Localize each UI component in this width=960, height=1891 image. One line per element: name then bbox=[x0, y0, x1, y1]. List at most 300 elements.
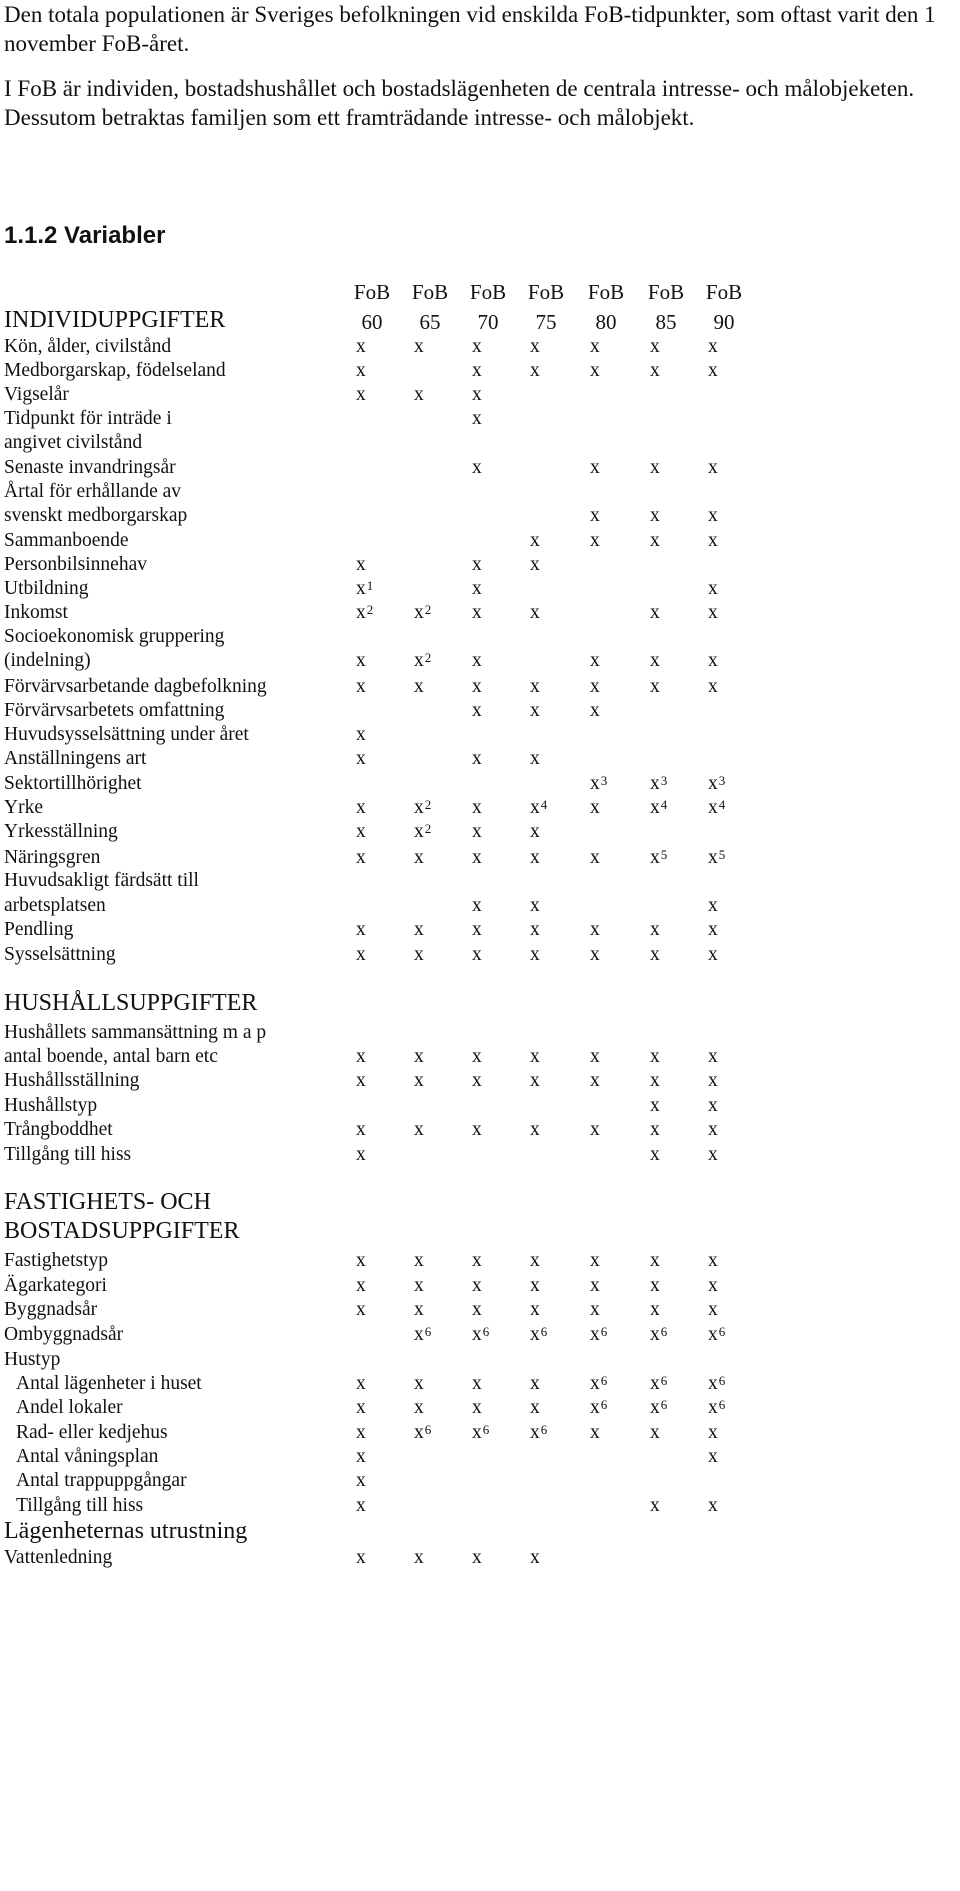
footnote-ref: 2 bbox=[424, 602, 432, 617]
table-cell bbox=[472, 646, 512, 675]
cell-mark: x bbox=[650, 530, 660, 551]
cell-mark: x bbox=[650, 944, 660, 965]
intro-paragraph-objects: I FoB är individen, bostadshushållet och bostadslägenheten de centrala intresse- och målobjeketen. Dessutom betraktas familjen som ett framträdande intresse- och målobjekt. bbox=[4, 76, 915, 130]
cell-mark: x bbox=[590, 336, 600, 357]
footnote-ref: 6 bbox=[424, 1422, 432, 1437]
column-header-5 bbox=[636, 277, 696, 337]
column-header-year: 85 bbox=[655, 310, 677, 334]
cell-mark: x bbox=[472, 700, 482, 721]
table-cell bbox=[356, 646, 396, 675]
row-label: Byggnadsår bbox=[4, 1299, 98, 1320]
footnote-ref: 4 bbox=[660, 797, 668, 812]
cell-mark: x bbox=[472, 1275, 482, 1296]
table-row bbox=[0, 646, 960, 675]
cell-mark: x bbox=[650, 602, 660, 623]
cell-mark: x bbox=[356, 336, 366, 357]
cell-mark: x bbox=[530, 1070, 540, 1091]
cell-mark: x bbox=[708, 1119, 718, 1140]
row-label: Årtal för erhållande av bbox=[4, 481, 182, 502]
cell-mark: x bbox=[414, 1299, 424, 1320]
column-header-year: 60 bbox=[361, 310, 383, 334]
cell-mark: x bbox=[472, 384, 482, 405]
row-label: Hushållstyp bbox=[4, 1095, 98, 1116]
cell-mark: x bbox=[472, 797, 482, 818]
cell-mark: x bbox=[530, 1299, 540, 1320]
row-label: Näringsgren bbox=[4, 847, 101, 868]
cell-mark: x bbox=[530, 748, 540, 769]
cell-mark: x bbox=[708, 676, 718, 697]
cell-mark: x bbox=[590, 1373, 600, 1394]
table-cell bbox=[356, 1491, 396, 1520]
row-label: Anställningens art bbox=[4, 748, 147, 769]
row-label: Socioekonomisk gruppering bbox=[4, 626, 225, 647]
table-cell bbox=[530, 940, 570, 969]
cell-mark: x bbox=[590, 700, 600, 721]
cell-mark: x bbox=[590, 1046, 600, 1067]
group-heading-individ: INDIVIDUPPGIFTER bbox=[4, 307, 226, 333]
row-label: Inkomst bbox=[4, 602, 68, 623]
cell-mark: x bbox=[530, 847, 540, 868]
row-label: Yrkesställning bbox=[4, 821, 118, 842]
cell-mark: x bbox=[650, 1299, 660, 1320]
cell-mark: x bbox=[530, 919, 540, 940]
cell-mark: x bbox=[356, 797, 366, 818]
row-label: Tillgång till hiss bbox=[4, 1144, 132, 1165]
group-heading-fastighet: FASTIGHETS- OCH bbox=[4, 1189, 211, 1215]
cell-mark: x bbox=[530, 895, 540, 916]
footnote-ref: 2 bbox=[424, 797, 432, 812]
cell-mark: x bbox=[708, 919, 718, 940]
table-row bbox=[0, 940, 960, 969]
cell-mark: x bbox=[708, 1299, 718, 1320]
cell-mark: x bbox=[356, 650, 366, 671]
footnote-ref: 6 bbox=[718, 1397, 726, 1412]
cell-mark: x bbox=[414, 336, 424, 357]
footnote-ref: 3 bbox=[660, 773, 668, 788]
cell-mark: x bbox=[590, 457, 600, 478]
cell-mark: x bbox=[472, 408, 482, 429]
cell-mark: x bbox=[356, 554, 366, 575]
table-row bbox=[0, 1491, 960, 1520]
cell-mark: x bbox=[414, 1324, 424, 1345]
table-cell bbox=[472, 1543, 512, 1572]
footnote-ref: 6 bbox=[600, 1397, 608, 1412]
row-label: Tillgång till hiss bbox=[16, 1495, 144, 1516]
intro-paragraph-population: Den totala populationen är Sveriges befolkningen vid enskilda FoB-tidpunkter, som oftast varit den 1 november FoB-året. bbox=[4, 2, 936, 56]
table-cell bbox=[708, 1491, 748, 1520]
cell-mark: x bbox=[590, 1119, 600, 1140]
cell-mark: x bbox=[708, 336, 718, 357]
table-cell bbox=[530, 817, 570, 846]
cell-mark: x bbox=[650, 1095, 660, 1116]
cell-mark: x bbox=[414, 919, 424, 940]
cell-mark: x bbox=[590, 1397, 600, 1418]
cell-mark: x bbox=[708, 1275, 718, 1296]
cell-mark: x bbox=[414, 1250, 424, 1271]
cell-mark: x bbox=[414, 650, 424, 671]
cell-mark: x bbox=[414, 1119, 424, 1140]
footnote-ref: 5 bbox=[718, 847, 726, 862]
row-label: arbetsplatsen bbox=[4, 895, 106, 916]
row-label: Vattenledning bbox=[4, 1547, 113, 1568]
cell-mark: x bbox=[530, 1397, 540, 1418]
row-label: Medborgarskap, födelseland bbox=[4, 360, 226, 381]
row-label: Utbildning bbox=[4, 578, 89, 599]
cell-mark: x bbox=[472, 847, 482, 868]
column-header-year: 75 bbox=[535, 310, 557, 334]
cell-mark: x bbox=[356, 1275, 366, 1296]
table-cell bbox=[414, 1543, 454, 1572]
cell-mark: x bbox=[530, 336, 540, 357]
cell-mark: x bbox=[356, 1446, 366, 1467]
row-label: (indelning) bbox=[4, 650, 91, 671]
cell-mark: x bbox=[590, 773, 600, 794]
cell-mark: x bbox=[708, 578, 718, 599]
cell-mark: x bbox=[708, 530, 718, 551]
cell-mark: x bbox=[708, 650, 718, 671]
cell-mark: x bbox=[650, 1422, 660, 1443]
table-cell bbox=[650, 1140, 690, 1169]
cell-mark: x bbox=[530, 1422, 540, 1443]
cell-mark: x bbox=[650, 1119, 660, 1140]
column-header-top: FoB bbox=[411, 280, 449, 304]
cell-mark: x bbox=[650, 457, 660, 478]
row-label: Vigselår bbox=[4, 384, 69, 405]
cell-mark: x bbox=[530, 1119, 540, 1140]
cell-mark: x bbox=[472, 748, 482, 769]
table-cell bbox=[356, 940, 396, 969]
cell-mark: x bbox=[472, 336, 482, 357]
cell-mark: x bbox=[708, 797, 718, 818]
cell-mark: x bbox=[650, 1070, 660, 1091]
row-label: Kön, ålder, civilstånd bbox=[4, 336, 172, 357]
group-heading-lagenhet: Lägenheternas utrustning bbox=[4, 1518, 248, 1544]
footnote-ref: 6 bbox=[600, 1324, 608, 1339]
cell-mark: x bbox=[650, 919, 660, 940]
footnote-ref: 2 bbox=[424, 821, 432, 836]
table-cell bbox=[414, 940, 454, 969]
cell-mark: x bbox=[414, 797, 424, 818]
cell-mark: x bbox=[650, 1046, 660, 1067]
footnote-ref: 6 bbox=[540, 1324, 548, 1339]
cell-mark: x bbox=[650, 847, 660, 868]
cell-mark: x bbox=[708, 360, 718, 381]
footnote-ref: 6 bbox=[482, 1422, 490, 1437]
cell-mark: x bbox=[472, 650, 482, 671]
cell-mark: x bbox=[414, 1547, 424, 1568]
cell-mark: x bbox=[590, 360, 600, 381]
footnote-ref: 6 bbox=[718, 1324, 726, 1339]
table-cell bbox=[472, 940, 512, 969]
row-label: Sammanboende bbox=[4, 530, 129, 551]
table-cell bbox=[530, 1543, 570, 1572]
cell-mark: x bbox=[356, 847, 366, 868]
row-label: Förvärvsarbetande dagbefolkning bbox=[4, 676, 267, 697]
column-header-year: 70 bbox=[477, 310, 499, 334]
cell-mark: x bbox=[356, 1119, 366, 1140]
cell-mark: x bbox=[650, 1275, 660, 1296]
table-cell bbox=[708, 646, 748, 675]
cell-mark: x bbox=[650, 1397, 660, 1418]
footnote-ref: 3 bbox=[718, 773, 726, 788]
table-cell bbox=[414, 817, 454, 846]
cell-mark: x bbox=[708, 1095, 718, 1116]
row-label: Hustyp bbox=[4, 1349, 61, 1370]
cell-mark: x bbox=[472, 895, 482, 916]
footnote-ref: 1 bbox=[366, 578, 374, 593]
cell-mark: x bbox=[590, 1299, 600, 1320]
cell-mark: x bbox=[356, 1046, 366, 1067]
footnote-ref: 2 bbox=[366, 602, 374, 617]
footnote-ref: 5 bbox=[660, 847, 668, 862]
cell-mark: x bbox=[472, 1250, 482, 1271]
cell-mark: x bbox=[590, 1422, 600, 1443]
column-header-2 bbox=[458, 277, 518, 337]
cell-mark: x bbox=[590, 505, 600, 526]
cell-mark: x bbox=[530, 676, 540, 697]
cell-mark: x bbox=[650, 676, 660, 697]
cell-mark: x bbox=[708, 944, 718, 965]
cell-mark: x bbox=[650, 1144, 660, 1165]
column-header-top: FoB bbox=[527, 280, 565, 304]
row-label: Sysselsättning bbox=[4, 944, 116, 965]
cell-mark: x bbox=[472, 1299, 482, 1320]
cell-mark: x bbox=[708, 1070, 718, 1091]
footnote-ref: 6 bbox=[660, 1373, 668, 1388]
footnote-ref: 6 bbox=[600, 1373, 608, 1388]
cell-mark: x bbox=[590, 919, 600, 940]
table-row bbox=[0, 1543, 960, 1572]
cell-mark: x bbox=[708, 847, 718, 868]
group-heading-bostad: BOSTADSUPPGIFTER bbox=[4, 1218, 240, 1244]
row-label: Huvudsakligt färdsätt till bbox=[4, 870, 199, 891]
column-header-6 bbox=[694, 277, 754, 337]
row-label: antal boende, antal barn etc bbox=[4, 1046, 218, 1067]
cell-mark: x bbox=[590, 847, 600, 868]
row-label: Tidpunkt för inträde i bbox=[4, 408, 172, 429]
table-cell bbox=[590, 646, 630, 675]
row-label: Antal lägenheter i huset bbox=[16, 1373, 202, 1394]
cell-mark: x bbox=[590, 676, 600, 697]
cell-mark: x bbox=[530, 944, 540, 965]
cell-mark: x bbox=[356, 748, 366, 769]
cell-mark: x bbox=[530, 1324, 540, 1345]
row-label: Förvärvsarbetets omfattning bbox=[4, 700, 225, 721]
table-cell bbox=[650, 1491, 690, 1520]
row-label: Ägarkategori bbox=[4, 1275, 107, 1296]
cell-mark: x bbox=[530, 554, 540, 575]
cell-mark: x bbox=[650, 1495, 660, 1516]
cell-mark: x bbox=[356, 724, 366, 745]
column-header-top: FoB bbox=[587, 280, 625, 304]
cell-mark: x bbox=[414, 944, 424, 965]
cell-mark: x bbox=[530, 1250, 540, 1271]
cell-mark: x bbox=[472, 1046, 482, 1067]
cell-mark: x bbox=[414, 602, 424, 623]
cell-mark: x bbox=[356, 821, 366, 842]
cell-mark: x bbox=[530, 797, 540, 818]
cell-mark: x bbox=[650, 505, 660, 526]
cell-mark: x bbox=[472, 1373, 482, 1394]
cell-mark: x bbox=[356, 1422, 366, 1443]
cell-mark: x bbox=[530, 821, 540, 842]
cell-mark: x bbox=[708, 1144, 718, 1165]
table-cell bbox=[356, 1140, 396, 1169]
cell-mark: x bbox=[650, 1373, 660, 1394]
cell-mark: x bbox=[356, 944, 366, 965]
table-cell bbox=[590, 940, 630, 969]
cell-mark: x bbox=[356, 360, 366, 381]
cell-mark: x bbox=[414, 821, 424, 842]
cell-mark: x bbox=[356, 384, 366, 405]
cell-mark: x bbox=[650, 773, 660, 794]
row-label: svenskt medborgarskap bbox=[4, 505, 188, 526]
cell-mark: x bbox=[708, 1046, 718, 1067]
cell-mark: x bbox=[472, 360, 482, 381]
row-label: Ombyggnadsår bbox=[4, 1324, 124, 1345]
cell-mark: x bbox=[530, 1046, 540, 1067]
column-header-0 bbox=[342, 277, 402, 337]
cell-mark: x bbox=[708, 1250, 718, 1271]
row-label: angivet civilstånd bbox=[4, 432, 143, 453]
cell-mark: x bbox=[650, 360, 660, 381]
column-header-1 bbox=[400, 277, 460, 337]
cell-mark: x bbox=[414, 1397, 424, 1418]
cell-mark: x bbox=[650, 1250, 660, 1271]
cell-mark: x bbox=[472, 821, 482, 842]
table-cell bbox=[708, 1140, 748, 1169]
cell-mark: x bbox=[414, 1422, 424, 1443]
footnote-ref: 6 bbox=[482, 1324, 490, 1339]
cell-mark: x bbox=[414, 1373, 424, 1394]
column-header-year: 65 bbox=[419, 310, 441, 334]
cell-mark: x bbox=[530, 602, 540, 623]
cell-mark: x bbox=[472, 676, 482, 697]
cell-mark: x bbox=[356, 1299, 366, 1320]
column-header-year: 90 bbox=[713, 310, 735, 334]
cell-mark: x bbox=[530, 530, 540, 551]
cell-mark: x bbox=[650, 336, 660, 357]
cell-mark: x bbox=[472, 1397, 482, 1418]
column-header-top: FoB bbox=[705, 280, 743, 304]
cell-mark: x bbox=[708, 773, 718, 794]
table-row bbox=[0, 1140, 960, 1169]
cell-mark: x bbox=[590, 650, 600, 671]
row-label: Pendling bbox=[4, 919, 74, 940]
cell-mark: x bbox=[414, 1275, 424, 1296]
cell-mark: x bbox=[472, 1070, 482, 1091]
footnote-ref: 4 bbox=[540, 797, 548, 812]
cell-mark: x bbox=[356, 602, 366, 623]
cell-mark: x bbox=[590, 797, 600, 818]
row-label: Rad- eller kedjehus bbox=[16, 1422, 168, 1443]
cell-mark: x bbox=[708, 1373, 718, 1394]
cell-mark: x bbox=[356, 676, 366, 697]
cell-mark: x bbox=[708, 1324, 718, 1345]
cell-mark: x bbox=[590, 1275, 600, 1296]
cell-mark: x bbox=[414, 676, 424, 697]
cell-mark: x bbox=[472, 457, 482, 478]
table-cell bbox=[650, 940, 690, 969]
cell-mark: x bbox=[530, 360, 540, 381]
cell-mark: x bbox=[590, 944, 600, 965]
row-label: Huvudsysselsättning under året bbox=[4, 724, 249, 745]
group-heading-hushall: HUSHÅLLSUPPGIFTER bbox=[4, 990, 258, 1016]
cell-mark: x bbox=[414, 384, 424, 405]
cell-mark: x bbox=[530, 1275, 540, 1296]
cell-mark: x bbox=[414, 1046, 424, 1067]
cell-mark: x bbox=[414, 1070, 424, 1091]
cell-mark: x bbox=[472, 1547, 482, 1568]
cell-mark: x bbox=[472, 944, 482, 965]
row-label: Sektortillhörighet bbox=[4, 773, 142, 794]
cell-mark: x bbox=[356, 1397, 366, 1418]
table-cell bbox=[356, 1543, 396, 1572]
table-cell bbox=[472, 817, 512, 846]
footnote-ref: 6 bbox=[718, 1373, 726, 1388]
cell-mark: x bbox=[530, 1547, 540, 1568]
column-header-top: FoB bbox=[353, 280, 391, 304]
footnote-ref: 3 bbox=[600, 773, 608, 788]
cell-mark: x bbox=[472, 578, 482, 599]
cell-mark: x bbox=[708, 1397, 718, 1418]
column-header-3 bbox=[516, 277, 576, 337]
footnote-ref: 6 bbox=[424, 1324, 432, 1339]
footnote-ref: 6 bbox=[660, 1397, 668, 1412]
row-label: Antal våningsplan bbox=[16, 1446, 159, 1467]
cell-mark: x bbox=[708, 1495, 718, 1516]
cell-mark: x bbox=[530, 700, 540, 721]
cell-mark: x bbox=[708, 457, 718, 478]
row-label: Andel lokaler bbox=[16, 1397, 123, 1418]
cell-mark: x bbox=[708, 505, 718, 526]
cell-mark: x bbox=[472, 1422, 482, 1443]
cell-mark: x bbox=[356, 1250, 366, 1271]
cell-mark: x bbox=[650, 797, 660, 818]
cell-mark: x bbox=[472, 1324, 482, 1345]
column-header-top: FoB bbox=[647, 280, 685, 304]
cell-mark: x bbox=[708, 602, 718, 623]
column-header-4 bbox=[576, 277, 636, 337]
table-row bbox=[0, 817, 960, 846]
table-cell bbox=[708, 940, 748, 969]
cell-mark: x bbox=[356, 1144, 366, 1165]
cell-mark: x bbox=[708, 1422, 718, 1443]
cell-mark: x bbox=[650, 650, 660, 671]
cell-mark: x bbox=[414, 847, 424, 868]
cell-mark: x bbox=[356, 1495, 366, 1516]
row-label: Senaste invandringsår bbox=[4, 457, 176, 478]
cell-mark: x bbox=[650, 1324, 660, 1345]
footnote-ref: 4 bbox=[718, 797, 726, 812]
cell-mark: x bbox=[472, 1119, 482, 1140]
column-header-year: 80 bbox=[595, 310, 617, 334]
cell-mark: x bbox=[356, 919, 366, 940]
column-header-top: FoB bbox=[469, 280, 507, 304]
footnote-ref: 6 bbox=[660, 1324, 668, 1339]
table-cell bbox=[356, 817, 396, 846]
row-label: Personbilsinnehav bbox=[4, 554, 147, 575]
section-heading: 1.1.2 Variabler bbox=[4, 222, 166, 249]
footnote-ref: 6 bbox=[540, 1422, 548, 1437]
row-label: Fastighetstyp bbox=[4, 1250, 109, 1271]
row-label: Trångboddhet bbox=[4, 1119, 113, 1140]
cell-mark: x bbox=[708, 895, 718, 916]
cell-mark: x bbox=[472, 554, 482, 575]
row-label: Hushållsställning bbox=[4, 1070, 140, 1091]
cell-mark: x bbox=[356, 1070, 366, 1091]
cell-mark: x bbox=[472, 602, 482, 623]
